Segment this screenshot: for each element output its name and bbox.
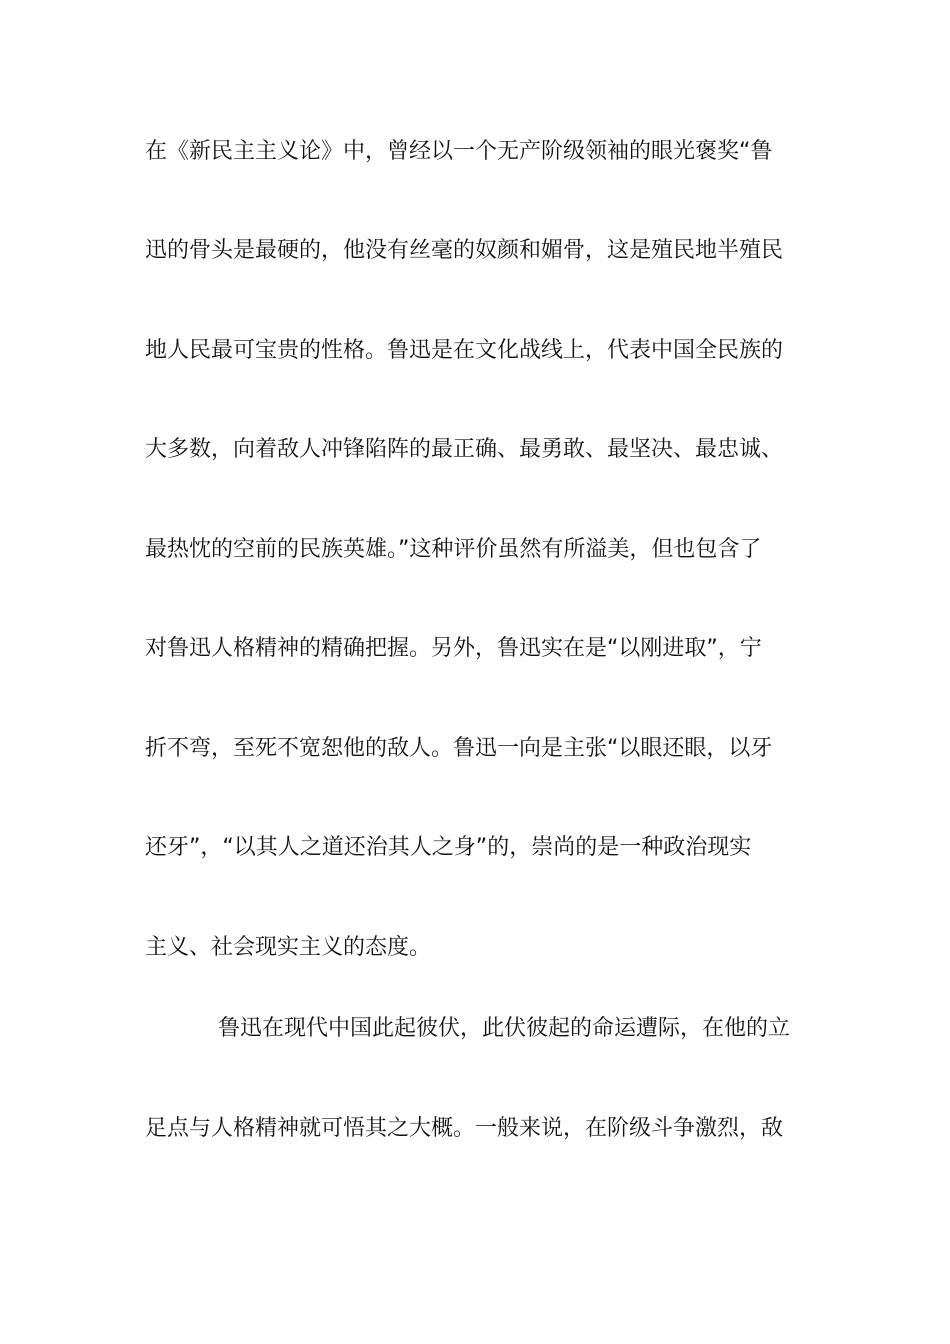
text-line: 对鲁迅人格精神的精确把握。另外，鲁迅实在是“以刚进取”，宁 bbox=[145, 636, 762, 661]
text-line: 最热忱的空前的民族英雄。”这种评价虽然有所溢美，但也包含了 bbox=[145, 537, 762, 562]
text-line: 在《新民主主义论》中，曾经以一个无产阶级领袖的眼光褒奖“鲁 bbox=[145, 139, 773, 164]
text-line: 折不弯，至死不宽恕他的敌人。鲁迅一向是主张“以眼还眼，以牙 bbox=[145, 736, 773, 761]
text-line: 地人民最可宝贵的性格。鲁迅是在文化战线上，代表中国全民族的 bbox=[145, 338, 784, 363]
text-line: 大多数，向着敌人冲锋陷阵的最正确、最勇敢、最坚决、最忠诚、 bbox=[145, 437, 784, 462]
text-line: 还牙”，“以其人之道还治其人之身”的，崇尚的是一种政治现实 bbox=[145, 835, 752, 860]
text-line: 迅的骨头是最硬的，他没有丝毫的奴颜和媚骨，这是殖民地半殖民 bbox=[145, 238, 784, 263]
text-line: 主义、社会现实主义的态度。 bbox=[145, 935, 432, 960]
text-line-paragraph-start: 鲁迅在现代中国此起彼伏，此伏彼起的命运遭际，在他的立 bbox=[218, 1016, 791, 1041]
text-line: 足点与人格精神就可悟其之大概。一般来说，在阶级斗争激烈，敌 bbox=[145, 1116, 784, 1141]
